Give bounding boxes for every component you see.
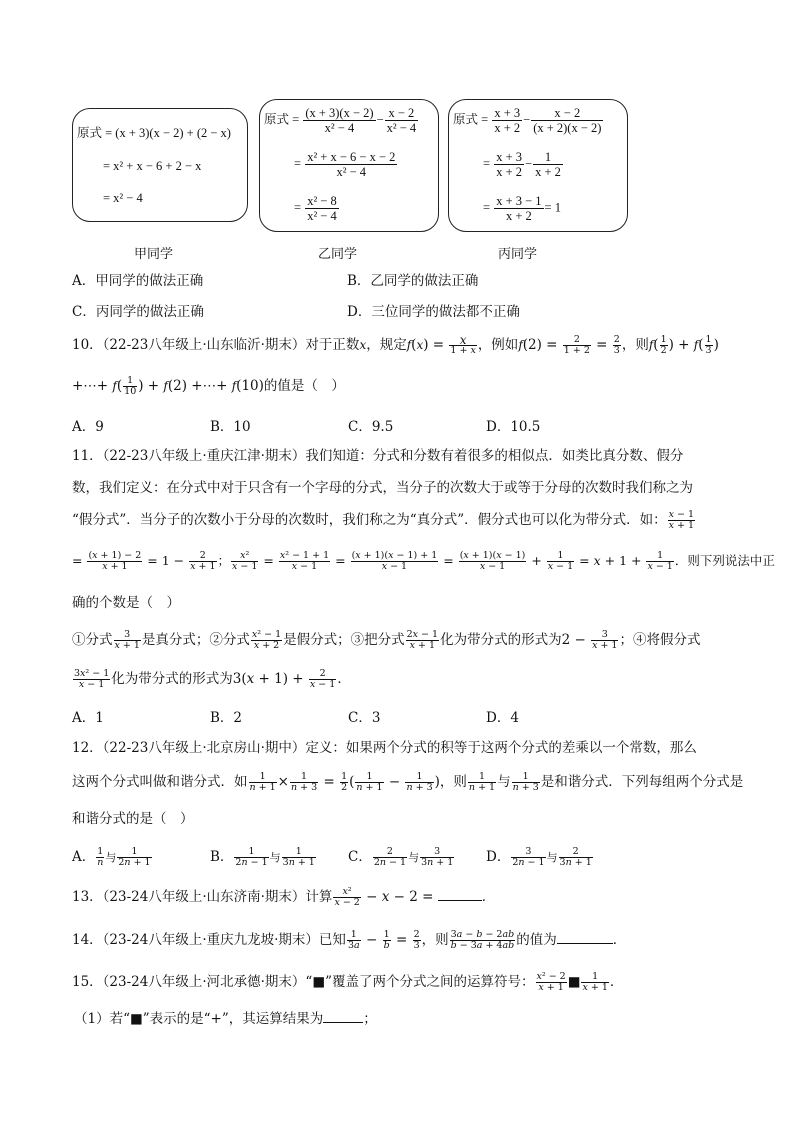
yi-f2-den: x² − 4 bbox=[386, 121, 417, 135]
q11-option-a[interactable]: A．1 bbox=[72, 710, 104, 726]
q11-s1c: 是假分式；③把分式 bbox=[283, 632, 405, 648]
q11-s2b: 化为带分式的形式为 bbox=[111, 671, 233, 687]
q10-option-a[interactable]: A．9 bbox=[72, 419, 104, 435]
q10-line-2: +⋯+ f( $\frac{1}{10}$ ) + f(2) +⋯+ f(10)的值是（ ） bbox=[72, 375, 345, 397]
yi-caption: 乙同学 bbox=[318, 247, 358, 262]
jia-line-2: = x² + x − 6 + 2 − x bbox=[103, 159, 202, 173]
jia-line-3: = x² − 4 bbox=[103, 191, 143, 205]
q9-option-a[interactable]: A．甲同学的做法正确 bbox=[72, 273, 204, 289]
yi-f4-num: x² − 8 bbox=[307, 194, 337, 208]
bing-line-1: 原式 = $\frac{x + 3}{x + 2}$ − $\frac{x - 2}{(x + 2)(x - 2)}$ bbox=[453, 106, 602, 135]
q10-option-b[interactable]: B．10 bbox=[210, 419, 251, 435]
q12-option-d[interactable]: D． $\frac{3}{2n - 1}$ 与 $\frac{2}{3n + 1}$ bbox=[486, 846, 592, 868]
yi-f4-den: x² − 4 bbox=[307, 209, 337, 223]
q11-line-2: 数，我们定义：在分式中对于只含有一个字母的分式，当分子的次数大于或等于分母的次数时我们称之为 bbox=[72, 480, 693, 496]
q9-option-c[interactable]: C．丙同学的做法正确 bbox=[72, 304, 204, 320]
q11-line-3: “假分式”．当分子的次数小于分母的次数时，我们称之为“真分式”．假分式也可以化为带分式．如： $\frac{x - 1}{x + 1}$ bbox=[72, 509, 695, 531]
q15-sub1-b: ； bbox=[363, 1011, 377, 1027]
bing-f1-den: x + 2 bbox=[494, 121, 521, 135]
q11-statements-2: $\frac{\text{3x² − 1}}{x - 1}$ 化为带分式的形式为3(x + 1) + $\frac{2}{x - 1}$ ． bbox=[74, 668, 351, 690]
q11-line-3-text: “假分式”．当分子的次数小于分母的次数时，我们称之为“真分式”．假分式也可以化为带分式．如： bbox=[72, 512, 667, 528]
bing-f4-den: x + 2 bbox=[535, 165, 561, 179]
q11-line-1: 11．（22-23八年级上·重庆江津·期末）我们知道：分式和分数有着很多的相似点．如类比真分数、假分 bbox=[72, 448, 684, 464]
q14-text-a: 14．（23-24八年级上·重庆九龙坡·期末）已知 bbox=[72, 932, 346, 948]
q12-option-b[interactable]: B． $\frac{1}{2n - 1}$ 与 $\frac{1}{3n + 1}$ bbox=[210, 846, 315, 868]
yi-line-1: 原式 = $\frac{(x + 3)(x - 2)}{\text{x² − 4}}$ − $\frac{x - 2}{\text{x² − 4}}$ bbox=[264, 106, 417, 135]
q11-option-b[interactable]: B．2 bbox=[210, 710, 243, 726]
q10-line2-end: 的值是（ ） bbox=[263, 378, 345, 394]
jia-caption: 甲同学 bbox=[134, 247, 174, 262]
q15-sub1-a: （1）若“■”表示的是“+”，其运算结果为 bbox=[74, 1011, 324, 1027]
q15-sub1-answer-blank[interactable] bbox=[323, 1010, 363, 1023]
q10-option-d[interactable]: D．10.5 bbox=[486, 419, 541, 435]
q14-line: 14．（23-24八年级上·重庆九龙坡·期末）已知 $\frac{1}{3a}$ − $\frac{1}{b}$ = $\frac{2}{3}$ ，则 $\frac{3a - b - 2ab}{b - 3a + 4ab}$ 的值为 ． bbox=[72, 929, 627, 951]
q9-option-b[interactable]: B．乙同学的做法正确 bbox=[347, 273, 479, 289]
q13-line: 13．（23-24八年级上·山东济南·期末）计算 $\frac{\text{x²}}{x - 2}$ − x − 2 = ． bbox=[72, 886, 496, 908]
q12-opt-b-yu: 与 bbox=[269, 851, 281, 864]
q14-text-c: 的值为 bbox=[516, 932, 557, 948]
q12-line-3: 和谐分式的是（ ） bbox=[72, 811, 194, 827]
q11-s1b: 是真分式；②分式 bbox=[141, 632, 250, 648]
q15-line: 15．（23-24八年级上·河北承德·期末）“■”覆盖了两个分式之间的运算符号： $\frac{\text{x² − 2}}{x + 1}$ ■ $\frac{1}{x + 1}$ ． bbox=[72, 971, 624, 993]
covered-operator-icon: ■ bbox=[567, 974, 581, 990]
yi-f2-num: x − 2 bbox=[385, 106, 419, 121]
yi-line-3: = $\frac{\text{x² − 8}}{\text{x² − 4}}$ bbox=[294, 194, 337, 223]
q14-text-b: ，则 bbox=[421, 932, 449, 948]
bing-f1-num: x + 3 bbox=[494, 106, 521, 120]
q11-option-d[interactable]: D．4 bbox=[486, 710, 519, 726]
bing-f3-den: x + 2 bbox=[496, 165, 522, 179]
q15-sub1 bbox=[74, 1009, 377, 1029]
bing-solution-box bbox=[448, 99, 628, 232]
q11-s1e: ；④将假分式 bbox=[619, 632, 701, 648]
jia-solution-box bbox=[72, 108, 248, 222]
q12-opt-a-yu: 与 bbox=[105, 851, 117, 864]
q13-answer-blank[interactable] bbox=[438, 888, 482, 901]
yi-f1-den: x² − 4 bbox=[324, 121, 355, 135]
yi-f3-num: x² + x − 6 − x − 2 bbox=[307, 150, 396, 164]
bing-caption: 丙同学 bbox=[498, 247, 538, 262]
q13-text-a: 13．（23-24八年级上·山东济南·期末）计算 bbox=[72, 889, 333, 905]
bing-f5-num: x + 3 − 1 bbox=[496, 194, 542, 208]
q12-opt-c-label: C． bbox=[348, 849, 372, 865]
yi-solution-box bbox=[259, 99, 439, 232]
q12-option-a[interactable]: A． $\frac{1}{n}$ 与 $\frac{1}{2n + 1}$ bbox=[72, 846, 151, 868]
q12-opt-c-yu: 与 bbox=[408, 851, 420, 864]
bing-f2-num: x − 2 bbox=[531, 106, 603, 121]
bing-line-2: = $\frac{x + 3}{x + 2}$ − $\frac{1}{x + 2}$ bbox=[483, 150, 561, 179]
bing-f4-num: 1 bbox=[533, 150, 563, 165]
q11-line-4: = $\frac{(x + 1) - 2}{x + 1}$ = 1 − $\frac{2}{x + 1}$ ； $\frac{\text{x²}}{x - 1}$ = $\frac{\text{x² − 1 + 1}}{x - 1}$ = $\frac{(x + 1)(x - 1) + 1}{x - 1}$ = $\frac{(x + 1)(x - 1)}{x - 1}$ + $\frac{1}{x - 1}$ = x + 1 + $\frac{1}{x - 1}$ ．则下列说法中正 bbox=[72, 550, 775, 572]
bing-result: = 1 bbox=[544, 200, 561, 215]
q13-text-b: ． bbox=[481, 889, 496, 905]
bing-f2-den: (x + 2)(x − 2) bbox=[533, 121, 602, 135]
q12-opt-b-label: B． bbox=[210, 849, 234, 865]
q9-option-d[interactable]: D．三位同学的做法都不正确 bbox=[347, 304, 520, 320]
q12-option-c[interactable]: C． $\frac{2}{2n - 1}$ 与 $\frac{3}{3n + 1}$ bbox=[348, 846, 454, 868]
q12-l2d: 是和谐分式．下列每组两个分式是 bbox=[540, 774, 744, 790]
bing-f5-den: x + 2 bbox=[505, 209, 532, 223]
q12-l2b: ，则 bbox=[439, 774, 467, 790]
q14-text-d: ． bbox=[612, 932, 627, 948]
q11-statements-1: ①分式 $\frac{3}{x + 1}$ 是真分式；②分式 $\frac{\text{x² − 1}}{x + 2}$ 是假分式；③把分式 $\frac{2x - 1}{x + 1}$ 化为带分式的形式为2 − $\frac{3}{x + 1}$ ；④将假分式 bbox=[72, 629, 701, 651]
q12-l2c: 与 bbox=[497, 774, 511, 790]
yi-f1-num: (x + 3)(x − 2) bbox=[305, 106, 374, 120]
yi-f3-den: x² − 4 bbox=[336, 165, 367, 179]
q12-opt-d-yu: 与 bbox=[546, 851, 558, 864]
q10-line-1: 10．（22-23八年级上·山东临沂·期末）对于正数x，规定f(x) = x 1 + x ，例如f(2) = $\frac{2}{1 + 2}$ = $\frac{2}{3}$ ，则f( $\frac{1}{2}$ ) + f( $\frac{1}{3}$ ) bbox=[72, 333, 719, 356]
q10-option-c[interactable]: C．9.5 bbox=[348, 419, 394, 435]
q12-line-2: 这两个分式叫做和谐分式．如 $\frac{1}{n + 1}$ × $\frac{1}{n + 3}$ = $\frac{1}{2}$ ( $\frac{1}{n + 1}$ − $\frac{1}{n + 3}$ )，则 $\frac{1}{n + 1}$ 与 $\frac{1}{n + 3}$ 是和谐分式．下列每组两个分式是 bbox=[72, 771, 744, 793]
bing-line-3: = $\frac{x + 3 - 1}{x + 2}$ = 1 bbox=[483, 194, 561, 223]
q12-opt-a-label: A． bbox=[72, 849, 96, 865]
bing-f3-num: x + 3 bbox=[496, 150, 522, 164]
q11-line-4-end: ．则下列说法中正 bbox=[674, 553, 775, 568]
q10-stem-b: ，规定 bbox=[366, 337, 407, 353]
q12-opt-d-label: D． bbox=[486, 849, 511, 865]
q15-text-a: 15．（23-24八年级上·河北承德·期末）“■”覆盖了两个分式之间的运算符号： bbox=[72, 974, 535, 990]
q12-line-1: 12．（22-23八年级上·北京房山·期中）定义：如果两个分式的积等于这两个分式的差乘以一个常数，那么 bbox=[72, 740, 697, 756]
bing-prefix: 原式 = bbox=[453, 112, 489, 127]
jia-line-1: 原式 = (x + 3)(x − 2) + (2 − x) bbox=[77, 126, 231, 140]
q10-stem-c: ，例如 bbox=[477, 337, 519, 353]
q10-stem-d: ，则 bbox=[621, 337, 649, 353]
q11-s1: ①分式 bbox=[72, 632, 113, 648]
q15-text-b: ． bbox=[609, 974, 624, 990]
q12-l2a: 这两个分式叫做和谐分式．如 bbox=[72, 774, 248, 790]
q11-s1d: 化为带分式的形式为 bbox=[440, 632, 562, 648]
q14-answer-blank[interactable] bbox=[557, 931, 613, 944]
yi-line-2: = $\frac{\text{x² + x − 6 − x − 2}}{\text{x² − 4}}$ bbox=[294, 150, 396, 179]
q10-stem-a: 10．（22-23八年级上·山东临沂·期末）对于正数 bbox=[72, 337, 360, 353]
q11-line-5: 确的个数是（ ） bbox=[72, 595, 180, 611]
q11-option-c[interactable]: C．3 bbox=[348, 710, 381, 726]
yi-prefix: 原式 = bbox=[264, 112, 300, 127]
